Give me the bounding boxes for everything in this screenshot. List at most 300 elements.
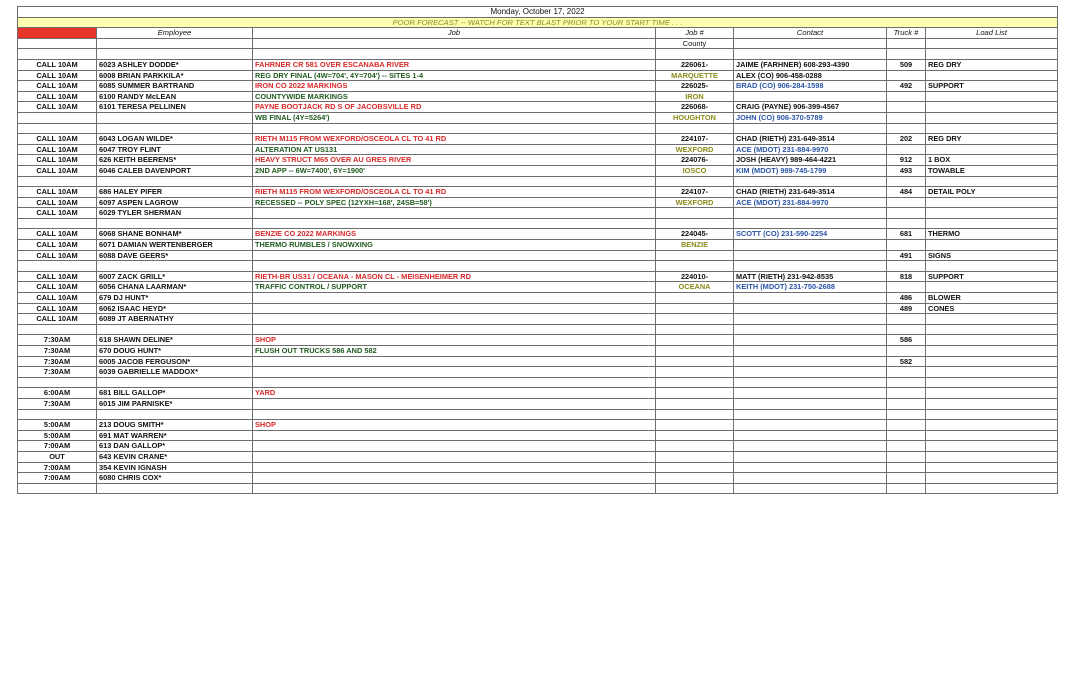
header-job: Job xyxy=(253,28,656,39)
employee-cell xyxy=(97,324,253,335)
job-cell xyxy=(253,303,656,314)
job-cell: RIETH M115 FROM WEXFORD/OSCEOLA CL TO 41 RD xyxy=(253,134,656,145)
time-cell: CALL 10AM xyxy=(18,197,97,208)
truck-cell xyxy=(887,49,926,60)
load-list-cell xyxy=(926,430,1058,441)
table-row xyxy=(18,155,1058,166)
county-header-row xyxy=(18,38,1058,49)
table-row xyxy=(18,420,1058,431)
table-row xyxy=(18,102,1058,113)
time-cell xyxy=(18,49,97,60)
job-number-cell xyxy=(656,261,734,272)
truck-cell xyxy=(887,144,926,155)
contact-cell: ACE (MDOT) 231-884-9970 xyxy=(734,144,887,155)
job-cell xyxy=(253,218,656,229)
time-cell xyxy=(18,483,97,494)
employee-cell: 681 BILL GALLOP* xyxy=(97,388,253,399)
job-cell xyxy=(253,377,656,388)
contact-cell xyxy=(734,208,887,219)
load-list-cell xyxy=(926,144,1058,155)
table-row xyxy=(18,112,1058,123)
table-row xyxy=(18,398,1058,409)
job-cell xyxy=(253,49,656,60)
job-number-cell: IRON xyxy=(656,91,734,102)
truck-cell: 484 xyxy=(887,187,926,198)
contact-cell xyxy=(734,261,887,272)
employee-cell xyxy=(97,49,253,60)
truck-cell: 509 xyxy=(887,59,926,70)
contact-cell: ALEX (CO) 906-458-0288 xyxy=(734,70,887,81)
employee-cell: 6008 BRIAN PARKKILA* xyxy=(97,70,253,81)
job-cell: THERMO RUMBLES / SNOWXING xyxy=(253,240,656,251)
truck-cell xyxy=(887,409,926,420)
table-row xyxy=(18,123,1058,134)
job-number-cell xyxy=(656,462,734,473)
contact-cell xyxy=(734,240,887,251)
truck-cell: 493 xyxy=(887,165,926,176)
header-contact: Contact xyxy=(734,28,887,39)
job-number-cell: OCEANA xyxy=(656,282,734,293)
contact-cell xyxy=(734,356,887,367)
contact-cell: BRAD (CO) 906-284-1598 xyxy=(734,81,887,92)
job-cell: ALTERATION AT US131 xyxy=(253,144,656,155)
table-row xyxy=(18,91,1058,102)
load-list-cell xyxy=(926,367,1058,378)
job-cell xyxy=(253,462,656,473)
job-cell xyxy=(253,356,656,367)
table-row xyxy=(18,240,1058,251)
contact-cell xyxy=(734,441,887,452)
load-list-cell: THERMO xyxy=(926,229,1058,240)
time-cell xyxy=(18,409,97,420)
job-cell xyxy=(253,441,656,452)
job-number-cell xyxy=(656,451,734,462)
employee-cell: 6029 TYLER SHERMAN xyxy=(97,208,253,219)
employee-cell: 6047 TROY FLINT xyxy=(97,144,253,155)
time-cell: CALL 10AM xyxy=(18,229,97,240)
job-number-cell xyxy=(656,335,734,346)
truck-cell xyxy=(887,208,926,219)
load-list-cell xyxy=(926,377,1058,388)
table-row xyxy=(18,208,1058,219)
table-row xyxy=(18,70,1058,81)
job-cell: RIETH M115 FROM WEXFORD/OSCEOLA CL TO 41 RD xyxy=(253,187,656,198)
load-list-cell xyxy=(926,335,1058,346)
load-list-cell xyxy=(926,91,1058,102)
job-number-cell xyxy=(656,208,734,219)
employee-cell xyxy=(97,218,253,229)
contact-cell xyxy=(734,388,887,399)
contact-cell xyxy=(734,293,887,304)
table-row xyxy=(18,49,1058,60)
load-list-cell xyxy=(926,123,1058,134)
time-cell: 5:00AM xyxy=(18,430,97,441)
truck-cell xyxy=(887,420,926,431)
truck-cell xyxy=(887,197,926,208)
header-load-list: Load List xyxy=(926,28,1058,39)
job-cell: PAYNE BOOTJACK RD S OF JACOBSVILLE RD xyxy=(253,102,656,113)
job-number-cell xyxy=(656,483,734,494)
truck-cell xyxy=(887,324,926,335)
truck-cell xyxy=(887,462,926,473)
table-row xyxy=(18,388,1058,399)
truck-cell: 681 xyxy=(887,229,926,240)
time-cell: CALL 10AM xyxy=(18,59,97,70)
contact-cell: KIM (MDOT) 989-745-1799 xyxy=(734,165,887,176)
job-number-cell xyxy=(656,441,734,452)
load-list-cell xyxy=(926,218,1058,229)
blank-cell xyxy=(18,38,97,49)
truck-cell xyxy=(887,441,926,452)
table-row xyxy=(18,197,1058,208)
employee-cell: 643 KEVIN CRANE* xyxy=(97,451,253,462)
table-row xyxy=(18,462,1058,473)
job-number-cell: 224107- xyxy=(656,134,734,145)
load-list-cell: SUPPORT xyxy=(926,271,1058,282)
time-cell: CALL 10AM xyxy=(18,208,97,219)
truck-cell xyxy=(887,346,926,357)
table-row xyxy=(18,176,1058,187)
employee-cell: 686 HALEY PIFER xyxy=(97,187,253,198)
table-row xyxy=(18,335,1058,346)
truck-cell xyxy=(887,70,926,81)
time-cell: CALL 10AM xyxy=(18,91,97,102)
truck-cell: 582 xyxy=(887,356,926,367)
employee-cell: 6043 LOGAN WILDE* xyxy=(97,134,253,145)
truck-cell xyxy=(887,451,926,462)
job-cell xyxy=(253,208,656,219)
load-list-cell: SIGNS xyxy=(926,250,1058,261)
time-cell: CALL 10AM xyxy=(18,240,97,251)
job-number-cell xyxy=(656,176,734,187)
time-cell: CALL 10AM xyxy=(18,134,97,145)
time-cell xyxy=(18,176,97,187)
contact-cell xyxy=(734,377,887,388)
time-cell: CALL 10AM xyxy=(18,165,97,176)
table-row xyxy=(18,324,1058,335)
job-cell xyxy=(253,409,656,420)
job-number-cell xyxy=(656,49,734,60)
truck-cell xyxy=(887,282,926,293)
job-cell: WB FINAL (4Y=5264') xyxy=(253,112,656,123)
job-cell xyxy=(253,324,656,335)
job-cell xyxy=(253,367,656,378)
employee-cell: 354 KEVIN IGNASH xyxy=(97,462,253,473)
job-cell: SHOP xyxy=(253,335,656,346)
job-number-cell xyxy=(656,293,734,304)
contact-cell xyxy=(734,123,887,134)
schedule-sheet xyxy=(17,6,1057,494)
truck-cell: 912 xyxy=(887,155,926,166)
employee-cell xyxy=(97,112,253,123)
contact-cell xyxy=(734,49,887,60)
table-row xyxy=(18,261,1058,272)
employee-cell xyxy=(97,261,253,272)
job-number-cell xyxy=(656,367,734,378)
load-list-cell: REG DRY xyxy=(926,59,1058,70)
table-row xyxy=(18,144,1058,155)
load-list-cell xyxy=(926,483,1058,494)
load-list-cell: BLOWER xyxy=(926,293,1058,304)
job-cell xyxy=(253,123,656,134)
truck-cell xyxy=(887,314,926,325)
contact-cell xyxy=(734,430,887,441)
time-cell: 6:00AM xyxy=(18,388,97,399)
load-list-cell xyxy=(926,49,1058,60)
job-cell xyxy=(253,451,656,462)
table-row xyxy=(18,81,1058,92)
employee-cell: 6101 TERESA PELLINEN xyxy=(97,102,253,113)
column-header-row xyxy=(18,28,1058,39)
job-number-cell xyxy=(656,250,734,261)
table-row xyxy=(18,346,1058,357)
contact-cell xyxy=(734,335,887,346)
truck-cell: 492 xyxy=(887,81,926,92)
contact-cell xyxy=(734,398,887,409)
job-cell: 2ND APP -- 6W=7400', 6Y=1900' xyxy=(253,165,656,176)
load-list-cell xyxy=(926,398,1058,409)
truck-cell: 586 xyxy=(887,335,926,346)
load-list-cell xyxy=(926,409,1058,420)
truck-cell xyxy=(887,473,926,484)
forecast-banner: POOR FORECAST -- WATCH FOR TEXT BLAST PRIOR TO YOUR START TIME . . . xyxy=(18,17,1058,28)
job-number-cell xyxy=(656,314,734,325)
table-row xyxy=(18,367,1058,378)
job-number-cell: BENZIE xyxy=(656,240,734,251)
table-row xyxy=(18,134,1058,145)
job-number-cell: IOSCO xyxy=(656,165,734,176)
employee-cell: 626 KEITH BEERENS* xyxy=(97,155,253,166)
job-cell: FAHRNER CR 581 OVER ESCANABA RIVER xyxy=(253,59,656,70)
job-number-cell: HOUGHTON xyxy=(656,112,734,123)
job-cell xyxy=(253,473,656,484)
truck-cell xyxy=(887,112,926,123)
contact-cell: CHAD (RIETH) 231-649-3514 xyxy=(734,134,887,145)
employee-cell: 6097 ASPEN LAGROW xyxy=(97,197,253,208)
job-number-cell: 226068- xyxy=(656,102,734,113)
table-row xyxy=(18,356,1058,367)
contact-cell: CHAD (RIETH) 231-649-3514 xyxy=(734,187,887,198)
load-list-cell xyxy=(926,420,1058,431)
contact-cell: ACE (MDOT) 231-884-9970 xyxy=(734,197,887,208)
time-cell: 7:00AM xyxy=(18,441,97,452)
load-list-cell xyxy=(926,473,1058,484)
job-cell: YARD xyxy=(253,388,656,399)
truck-cell: 491 xyxy=(887,250,926,261)
contact-cell xyxy=(734,451,887,462)
load-list-cell xyxy=(926,314,1058,325)
job-number-cell xyxy=(656,473,734,484)
employee-cell: 6068 SHANE BONHAM* xyxy=(97,229,253,240)
job-cell: HEAVY STRUCT M65 OVER AU GRES RIVER xyxy=(253,155,656,166)
load-list-cell xyxy=(926,112,1058,123)
truck-cell xyxy=(887,377,926,388)
employee-cell xyxy=(97,123,253,134)
load-list-cell xyxy=(926,441,1058,452)
employee-cell: 6080 CHRIS COX* xyxy=(97,473,253,484)
contact-cell xyxy=(734,483,887,494)
load-list-cell: CONES xyxy=(926,303,1058,314)
table-row xyxy=(18,187,1058,198)
job-number-cell xyxy=(656,377,734,388)
schedule-table xyxy=(17,6,1058,494)
truck-cell xyxy=(887,430,926,441)
job-number-cell: 224045- xyxy=(656,229,734,240)
truck-cell: 489 xyxy=(887,303,926,314)
contact-cell xyxy=(734,420,887,431)
time-cell xyxy=(18,112,97,123)
job-cell xyxy=(253,483,656,494)
time-cell: CALL 10AM xyxy=(18,303,97,314)
table-row xyxy=(18,218,1058,229)
employee-cell: 670 DOUG HUNT* xyxy=(97,346,253,357)
job-number-cell xyxy=(656,409,734,420)
truck-cell xyxy=(887,398,926,409)
employee-cell xyxy=(97,409,253,420)
blank-cell xyxy=(253,38,656,49)
employee-cell: 6015 JIM PARNISKE* xyxy=(97,398,253,409)
job-cell xyxy=(253,261,656,272)
contact-cell xyxy=(734,409,887,420)
load-list-cell xyxy=(926,324,1058,335)
time-cell: CALL 10AM xyxy=(18,293,97,304)
time-cell: 7:30AM xyxy=(18,346,97,357)
load-list-cell: 1 BOX xyxy=(926,155,1058,166)
table-row xyxy=(18,229,1058,240)
truck-cell xyxy=(887,176,926,187)
date-title-row xyxy=(18,7,1058,18)
job-number-cell xyxy=(656,324,734,335)
job-cell: SHOP xyxy=(253,420,656,431)
contact-cell xyxy=(734,250,887,261)
employee-cell: 6005 JACOB FERGUSON* xyxy=(97,356,253,367)
load-list-cell xyxy=(926,451,1058,462)
contact-cell xyxy=(734,314,887,325)
job-cell: BENZIE CO 2022 MARKINGS xyxy=(253,229,656,240)
contact-cell: CRAIG (PAYNE) 906-399-4567 xyxy=(734,102,887,113)
blank-cell xyxy=(887,38,926,49)
table-row xyxy=(18,430,1058,441)
truck-cell: 818 xyxy=(887,271,926,282)
employee-cell: 6023 ASHLEY DODDE* xyxy=(97,59,253,70)
job-cell: COUNTYWIDE MARKINGS xyxy=(253,91,656,102)
time-cell: OUT xyxy=(18,451,97,462)
employee-cell: 6039 GABRIELLE MADDOX* xyxy=(97,367,253,378)
job-cell: RECESSED -- POLY SPEC (12YXH=168', 24SB=58') xyxy=(253,197,656,208)
employee-cell: 6071 DAMIAN WERTENBERGER xyxy=(97,240,253,251)
employee-cell: 618 SHAWN DELINE* xyxy=(97,335,253,346)
truck-cell xyxy=(887,367,926,378)
time-cell: CALL 10AM xyxy=(18,70,97,81)
job-number-cell: 226025- xyxy=(656,81,734,92)
load-list-cell xyxy=(926,388,1058,399)
table-row xyxy=(18,377,1058,388)
time-cell: 7:30AM xyxy=(18,367,97,378)
time-cell: 7:00AM xyxy=(18,462,97,473)
blank-cell xyxy=(926,38,1058,49)
job-number-cell xyxy=(656,420,734,431)
job-cell: REG DRY FINAL (4W=704', 4Y=704') -- SITES 1-4 xyxy=(253,70,656,81)
time-cell: CALL 10AM xyxy=(18,271,97,282)
load-list-cell: REG DRY xyxy=(926,134,1058,145)
job-number-cell: MARQUETTE xyxy=(656,70,734,81)
employee-cell xyxy=(97,377,253,388)
job-number-cell xyxy=(656,430,734,441)
table-row xyxy=(18,293,1058,304)
contact-cell xyxy=(734,346,887,357)
forecast-banner-row xyxy=(18,17,1058,28)
job-number-cell: WEXFORD xyxy=(656,197,734,208)
job-cell xyxy=(253,398,656,409)
employee-cell: 6100 RANDY McLEAN xyxy=(97,91,253,102)
time-cell: 7:00AM xyxy=(18,473,97,484)
table-row xyxy=(18,483,1058,494)
truck-cell xyxy=(887,483,926,494)
contact-cell xyxy=(734,218,887,229)
contact-cell: JOSH (HEAVY) 989-464-4221 xyxy=(734,155,887,166)
contact-cell: KEITH (MDOT) 231-750-2688 xyxy=(734,282,887,293)
employee-cell xyxy=(97,176,253,187)
truck-cell xyxy=(887,102,926,113)
contact-cell: JOHN (CO) 906-370-5789 xyxy=(734,112,887,123)
load-list-cell xyxy=(926,197,1058,208)
time-cell: CALL 10AM xyxy=(18,314,97,325)
contact-cell: MATT (RIETH) 231-942-8535 xyxy=(734,271,887,282)
employee-cell xyxy=(97,483,253,494)
job-cell xyxy=(253,314,656,325)
employee-cell: 6062 ISAAC HEYD* xyxy=(97,303,253,314)
time-cell: CALL 10AM xyxy=(18,187,97,198)
header-county: County xyxy=(656,38,734,49)
job-cell: FLUSH OUT TRUCKS 586 AND 582 xyxy=(253,346,656,357)
job-number-cell xyxy=(656,123,734,134)
job-number-cell xyxy=(656,398,734,409)
job-number-cell: 224107- xyxy=(656,187,734,198)
load-list-cell xyxy=(926,102,1058,113)
employee-cell: 6007 ZACK GRILL* xyxy=(97,271,253,282)
time-cell: CALL 10AM xyxy=(18,102,97,113)
contact-cell xyxy=(734,462,887,473)
job-number-cell xyxy=(656,346,734,357)
time-cell: CALL 10AM xyxy=(18,81,97,92)
employee-cell: 213 DOUG SMITH* xyxy=(97,420,253,431)
table-row xyxy=(18,303,1058,314)
employee-cell: 6046 CALEB DAVENPORT xyxy=(97,165,253,176)
load-list-cell xyxy=(926,70,1058,81)
contact-cell xyxy=(734,473,887,484)
truck-cell: 202 xyxy=(887,134,926,145)
date-title: Monday, October 17, 2022 xyxy=(18,7,1058,18)
job-cell: IRON CO 2022 MARKINGS xyxy=(253,81,656,92)
contact-cell xyxy=(734,303,887,314)
load-list-cell xyxy=(926,261,1058,272)
time-cell: CALL 10AM xyxy=(18,282,97,293)
contact-cell xyxy=(734,324,887,335)
job-cell: TRAFFIC CONTROL / SUPPORT xyxy=(253,282,656,293)
job-number-cell xyxy=(656,388,734,399)
table-row xyxy=(18,271,1058,282)
time-cell: CALL 10AM xyxy=(18,144,97,155)
contact-cell: SCOTT (CO) 231-590-2254 xyxy=(734,229,887,240)
header-employee: Employee xyxy=(97,28,253,39)
employee-cell: 6089 JT ABERNATHY xyxy=(97,314,253,325)
time-cell: 5:00AM xyxy=(18,420,97,431)
contact-cell xyxy=(734,367,887,378)
table-row xyxy=(18,451,1058,462)
employee-cell: 613 DAN GALLOP* xyxy=(97,441,253,452)
job-number-cell: WEXFORD xyxy=(656,144,734,155)
table-row xyxy=(18,282,1058,293)
